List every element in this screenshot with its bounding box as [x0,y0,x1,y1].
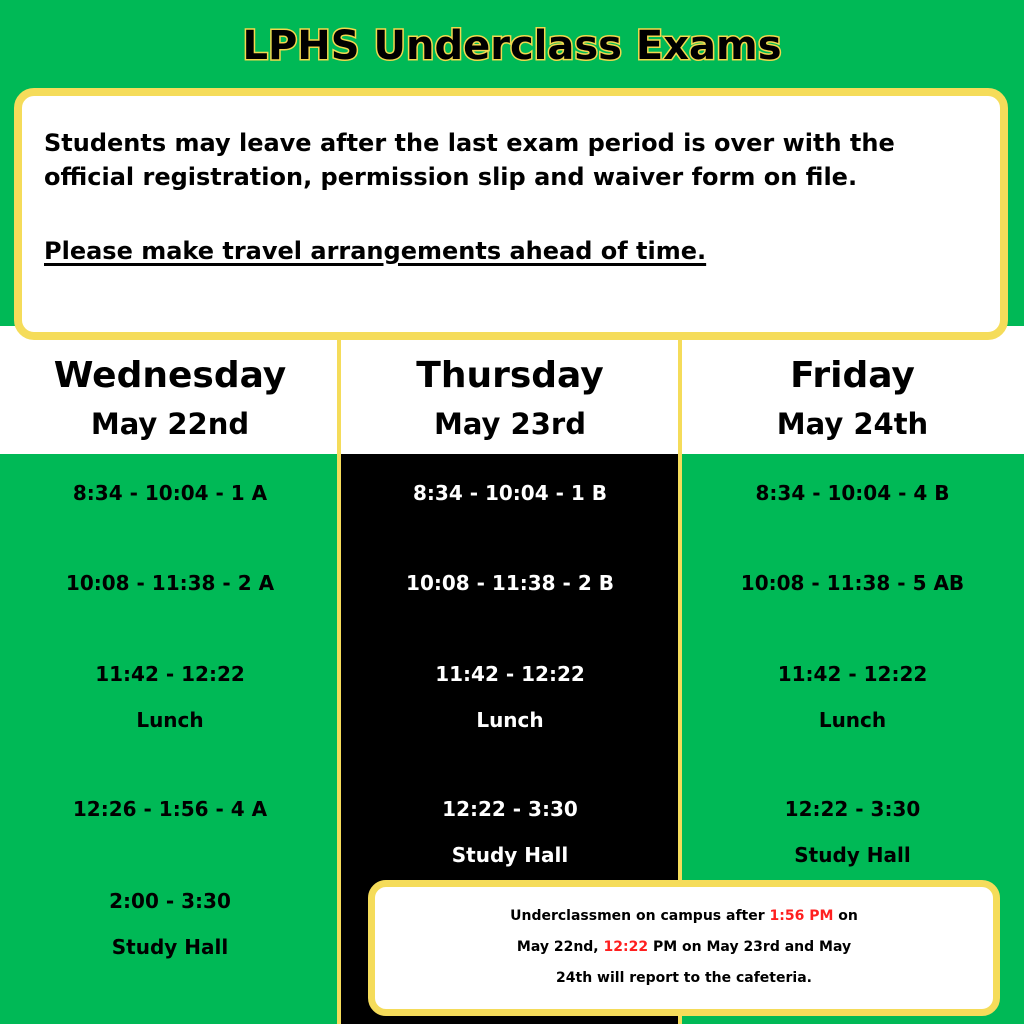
callout-line-1: Underclassmen on campus after 1:56 PM on [510,908,858,924]
slot-time: 8:34 - 10:04 - 1 A [72,481,268,505]
callout-line-3: 24th will report to the cafeteria. [556,970,812,986]
schedule-slot [0,651,340,743]
day-name: Thursday [416,355,604,396]
schedule-slot [340,651,680,743]
slot-time: 12:26 - 1:56 - 4 A [72,797,268,821]
day-date: May 24th [776,407,929,441]
notice-box [14,88,1008,340]
slot-label: Study Hall [794,843,911,867]
day-name: Wednesday [53,355,287,396]
schedule-slot [0,560,340,606]
slot-time: 10:08 - 11:38 - 2 A [65,571,275,595]
day-date: May 22nd [90,407,250,441]
slot-time: 10:08 - 11:38 - 5 AB [740,571,965,595]
slot-time: 8:34 - 10:04 - 1 B [413,481,607,505]
schedule-slot [681,470,1024,516]
slot-time: 2:00 - 3:30 [109,889,231,913]
slot-time: 12:22 - 3:30 [442,797,578,821]
slot-time: 11:42 - 12:22 [95,662,245,686]
notice-line-2: official registration, permission slip and waiver form on file. [44,163,858,191]
callout-time-highlight: 1:56 PM [769,908,834,924]
schedule-slot [0,470,340,516]
slot-time: 11:42 - 12:22 [435,662,585,686]
notice-line-1: Students may leave after the last exam period is over with the [44,129,895,157]
day-header-friday [681,352,1024,446]
slot-time: 8:34 - 10:04 - 4 B [755,481,950,505]
schedule-slot [340,786,680,878]
slot-label: Study Hall [111,935,229,959]
slot-label: Lunch [136,708,204,732]
schedule-slot [681,786,1024,878]
schedule-slot [340,470,680,516]
schedule-slot [340,560,680,606]
slot-label: Lunch [818,708,887,732]
day-header-thursday [340,352,680,446]
day-header-wednesday [0,352,340,446]
cafeteria-callout [368,880,1000,1016]
travel-notice: Please make travel arrangements ahead of time. [44,237,707,265]
schedule-slot [0,878,340,970]
page-title: LPHS Underclass Exams [242,23,782,69]
day-name: Friday [790,355,915,396]
schedule-slot [681,651,1024,743]
schedule-slot [0,786,340,832]
slot-label: Lunch [476,708,544,732]
slot-label: Study Hall [451,843,569,867]
day-date: May 23rd [434,407,586,441]
slot-time: 12:22 - 3:30 [784,797,921,821]
slot-time: 10:08 - 11:38 - 2 B [406,571,614,595]
schedule-slot [681,560,1024,606]
callout-time-highlight: 12:22 [603,939,649,955]
callout-line-2: May 22nd, 12:22 PM on May 23rd and May [516,939,852,955]
slot-time: 11:42 - 12:22 [777,662,928,686]
